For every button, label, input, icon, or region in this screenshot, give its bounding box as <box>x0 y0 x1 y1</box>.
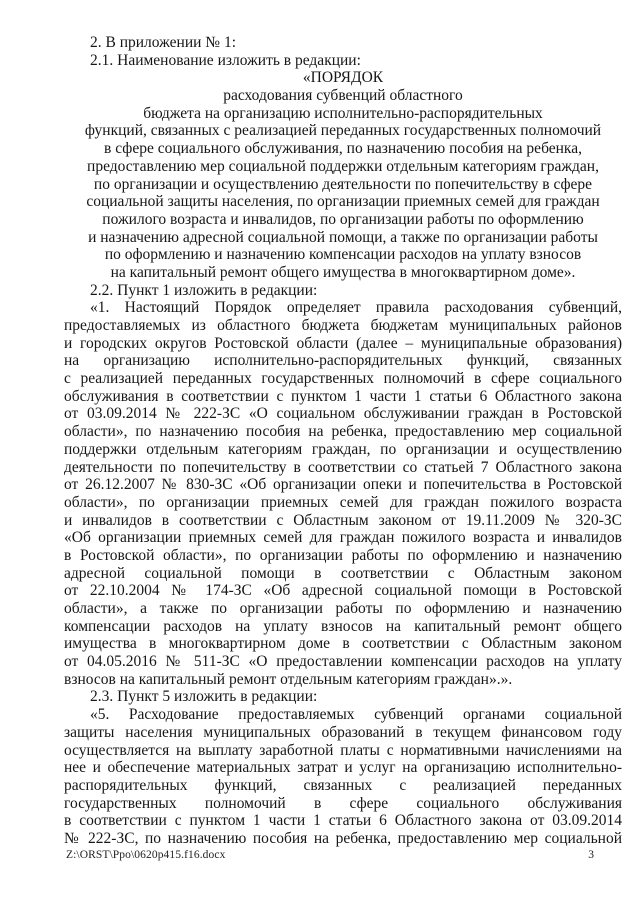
text-line: «Об организации приемных семей для граждан пожилого возраста и инвалидов <box>64 529 622 547</box>
text-line: 2. В приложении № 1: <box>90 34 237 51</box>
text-line: в соответствии с пунктом 1 части 1 статьи 6 Областного закона от 03.09.2014 <box>64 812 622 830</box>
text-line: в сфере социального обслуживания, по назначению пособия на ребенка, <box>104 140 582 158</box>
text-line: области», а также по организации работы по оформлению и назначению <box>64 600 622 617</box>
text-line: 2.3. Пункт 5 изложить в редакции: <box>90 688 318 706</box>
text-line: предоставляемых из областного бюджета бюджетам муниципальных районов <box>64 317 622 334</box>
text-line: области», по назначению пособия на ребенка, предоставлению мер социальной <box>64 423 622 441</box>
text-line: на организацию исполнительно-распорядительных функций, связанных <box>64 352 622 370</box>
text-line: нее и обеспечение материальных затрат и услуг на организацию исполнительно- <box>64 759 622 777</box>
footer-file-path: Z:\ORST\Ppo\0620p415.f16.docx <box>66 849 226 861</box>
text-line: и городских округов Ростовской области (далее – муниципальные образования) <box>64 334 622 352</box>
text-line: «5. Расходование предоставляемых субвенций органами социальной <box>90 706 622 724</box>
text-line: от 04.05.2016 № 511-ЗС «О предоставлении компенсации расходов на уплату <box>64 653 622 671</box>
text-line: пожилого возраста и инвалидов, по организации работы по оформлению <box>102 210 584 228</box>
text-line: имущества в многоквартирном доме в соответствии с Областным законом <box>64 635 622 653</box>
text-line: компенсации расходов на уплату взносов на капитальный ремонт общего <box>64 617 622 635</box>
text-line: в Ростовской области», по организации работы по оформлению и назначению <box>64 546 622 564</box>
text-line: социальной защиты населения, по организации приемных семей для граждан <box>86 193 600 211</box>
text-line: бюджета на организацию исполнительно-распорядительных <box>143 104 543 122</box>
text-line: 2.2. Пункт 1 изложить в редакции: <box>90 281 318 299</box>
text-line: и инвалидов в соответствии с Областным законом от 19.11.2009 № 320-ЗС <box>64 511 622 529</box>
text-line: расходования субвенций областного <box>223 87 463 105</box>
text-line: адресной социальной помощи в соответствии с Областным законом <box>64 564 622 582</box>
text-line: обслуживания в соответствии с пунктом 1 части 1 статьи 6 Областного закона <box>64 387 622 405</box>
text-line: защиты населения муниципальных образований в текущем финансовом году <box>64 723 622 741</box>
text-line: № 222-ЗС, по назначению пособия на ребенка, предоставлению мер социальной <box>64 829 622 847</box>
document-content <box>64 34 622 848</box>
text-line: государственных полномочий в сфере социального обслуживания <box>64 794 622 812</box>
text-line: деятельности по попечительству в соответствии со статьей 7 Областного закона <box>64 458 622 476</box>
text-line: от 22.10.2004 № 174-ЗС «Об адресной социальной помощи в Ростовской <box>64 582 622 600</box>
document-footer <box>66 849 594 861</box>
text-line: функций, связанных с реализацией переданных государственных полномочий <box>84 122 602 140</box>
text-line: по оформлению и назначению компенсации расходов на уплату взносов <box>104 246 582 264</box>
footer-page-number: 3 <box>588 849 594 861</box>
text-line: поддержки отдельным категориям граждан, по организации и осуществлению <box>64 440 622 458</box>
text-line: от 03.09.2014 № 222-ЗС «О социальном обслуживании граждан в Ростовской <box>64 405 622 423</box>
text-line: области», по организации приемных семей для граждан пожилого возраста <box>64 493 622 511</box>
text-line: от 26.12.2007 № 830-ЗС «Об организации опеки и попечительства в Ростовской <box>64 476 622 494</box>
text-line: на капитальный ремонт общего имущества в многоквартирном доме». <box>110 263 576 281</box>
text-line: распорядительных функций, связанных с реализацией переданных <box>64 776 622 794</box>
text-line: взносов на капитальный ремонт отдельным категориям граждан».». <box>64 670 513 688</box>
text-line: с реализацией переданных государственных полномочий в сфере социального <box>64 370 622 388</box>
text-line: по организации и осуществлению деятельности по попечительству в сфере <box>93 175 593 193</box>
text-line: осуществляется на выплату заработной платы с нормативными начислениями на <box>64 741 622 759</box>
text-line: предоставлению мер социальной поддержки отдельным категориям граждан, <box>87 157 599 175</box>
text-line: «1. Настоящий Порядок определяет правила расходования субвенций, <box>90 299 622 317</box>
text-line: «ПОРЯДОК <box>302 69 384 87</box>
text-line: и назначению адресной социальной помощи, а также по организации работы <box>88 228 598 246</box>
text-line: 2.1. Наименование изложить в редакции: <box>90 51 361 69</box>
